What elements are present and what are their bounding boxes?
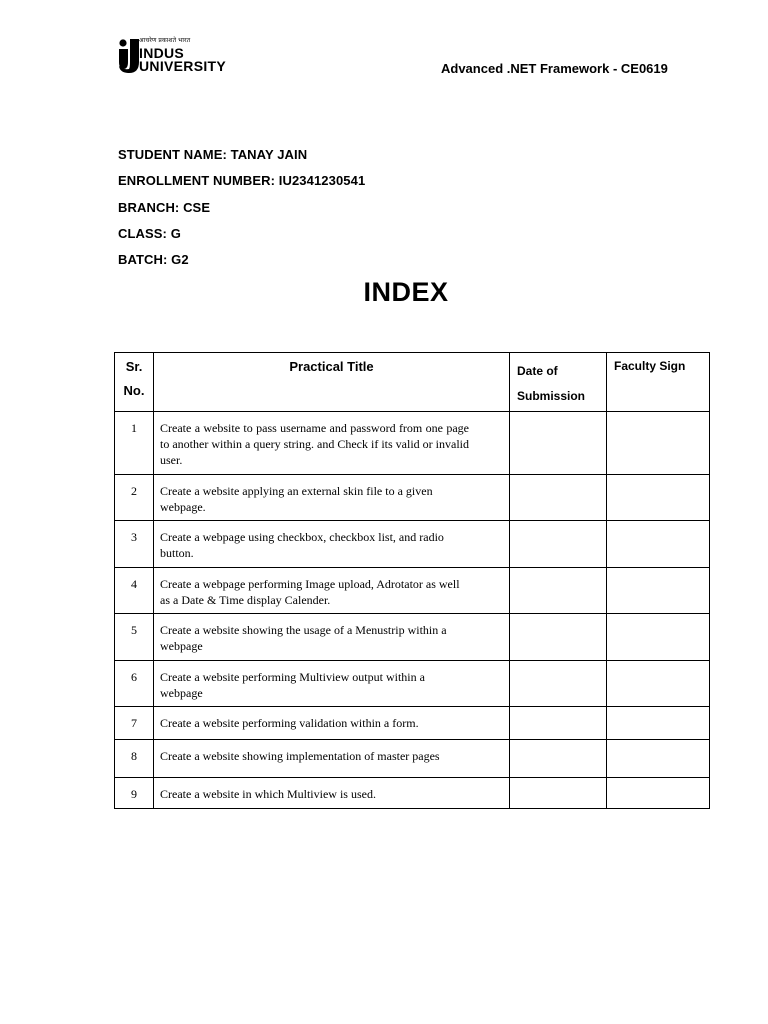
practical-index-table xyxy=(114,352,710,809)
row-date-cell xyxy=(510,778,607,809)
row-number: 8 xyxy=(115,740,154,778)
row-number: 2 xyxy=(115,475,154,521)
table-row xyxy=(115,475,710,521)
row-title: Create a website to pass username and password from one page to another within a query string. and Check if its valid or invalid user. xyxy=(154,412,510,475)
row-number: 1 xyxy=(115,412,154,475)
table-row xyxy=(115,740,710,778)
row-number: 4 xyxy=(115,568,154,614)
course-title: Advanced .NET Framework - CE0619 xyxy=(441,61,668,76)
row-sign-cell xyxy=(607,740,710,778)
table-row xyxy=(115,568,710,614)
row-sign-cell xyxy=(607,661,710,707)
row-date-cell xyxy=(510,707,607,740)
row-sign-cell xyxy=(607,778,710,809)
class: CLASS: G xyxy=(118,226,181,241)
header-sr-no xyxy=(115,353,154,412)
row-number: 3 xyxy=(115,521,154,568)
row-date-cell xyxy=(510,661,607,707)
table-row xyxy=(115,778,710,809)
table-header-row xyxy=(115,353,710,412)
row-title: Create a website in which Multiview is used. xyxy=(154,778,510,809)
header-sr-line1: Sr. xyxy=(125,359,143,374)
row-title: Create a website showing implementation of master pages xyxy=(154,740,510,778)
row-number: 6 xyxy=(115,661,154,707)
row-date-cell xyxy=(510,740,607,778)
row-title: Create a webpage using checkbox, checkbox list, and radio button. xyxy=(154,521,510,568)
batch: BATCH: G2 xyxy=(118,252,189,267)
table-row xyxy=(115,614,710,661)
logo-wordmark xyxy=(139,47,226,73)
enrollment-number: ENROLLMENT NUMBER: IU2341230541 xyxy=(118,173,366,188)
row-sign-cell xyxy=(607,707,710,740)
student-name: STUDENT NAME: TANAY JAIN xyxy=(118,147,308,162)
header-sr-line2: No. xyxy=(123,383,145,398)
header-date-line1: Date of xyxy=(517,364,558,378)
header-date-of-submission xyxy=(510,353,607,412)
row-sign-cell xyxy=(607,521,710,568)
row-date-cell xyxy=(510,568,607,614)
header-date-line2: Submission xyxy=(517,389,586,403)
logo-line-university: UNIVERSITY xyxy=(139,58,227,74)
row-date-cell xyxy=(510,521,607,568)
row-title: Create a webpage performing Image upload, Adrotator as well as a Date & Time display Calender. xyxy=(154,568,510,614)
table-row xyxy=(115,661,710,707)
table-row xyxy=(115,521,710,568)
row-sign-cell xyxy=(607,475,710,521)
row-number: 7 xyxy=(115,707,154,740)
row-date-cell xyxy=(510,412,607,475)
row-sign-cell xyxy=(607,412,710,475)
row-title: Create a website applying an external skin file to a given webpage. xyxy=(154,475,510,521)
row-sign-cell xyxy=(607,568,710,614)
row-number: 5 xyxy=(115,614,154,661)
branch: BRANCH: CSE xyxy=(118,200,211,215)
row-number: 9 xyxy=(115,778,154,809)
header-faculty-sign: Faculty Sign xyxy=(607,353,710,412)
row-sign-cell xyxy=(607,614,710,661)
index-heading: INDEX xyxy=(363,277,449,307)
row-title: Create a website performing validation within a form. xyxy=(154,707,510,740)
row-title: Create a website showing the usage of a Menustrip within a webpage xyxy=(154,614,510,661)
table-row xyxy=(115,412,710,475)
header-practical-title: Practical Title xyxy=(154,353,510,412)
row-date-cell xyxy=(510,614,607,661)
logo-tagline: आचरेण प्रकाशते भारत xyxy=(139,38,191,44)
logo-line-indus: INDUS xyxy=(139,45,185,61)
table-row xyxy=(115,707,710,740)
row-title: Create a website performing Multiview output within a webpage xyxy=(154,661,510,707)
row-date-cell xyxy=(510,475,607,521)
